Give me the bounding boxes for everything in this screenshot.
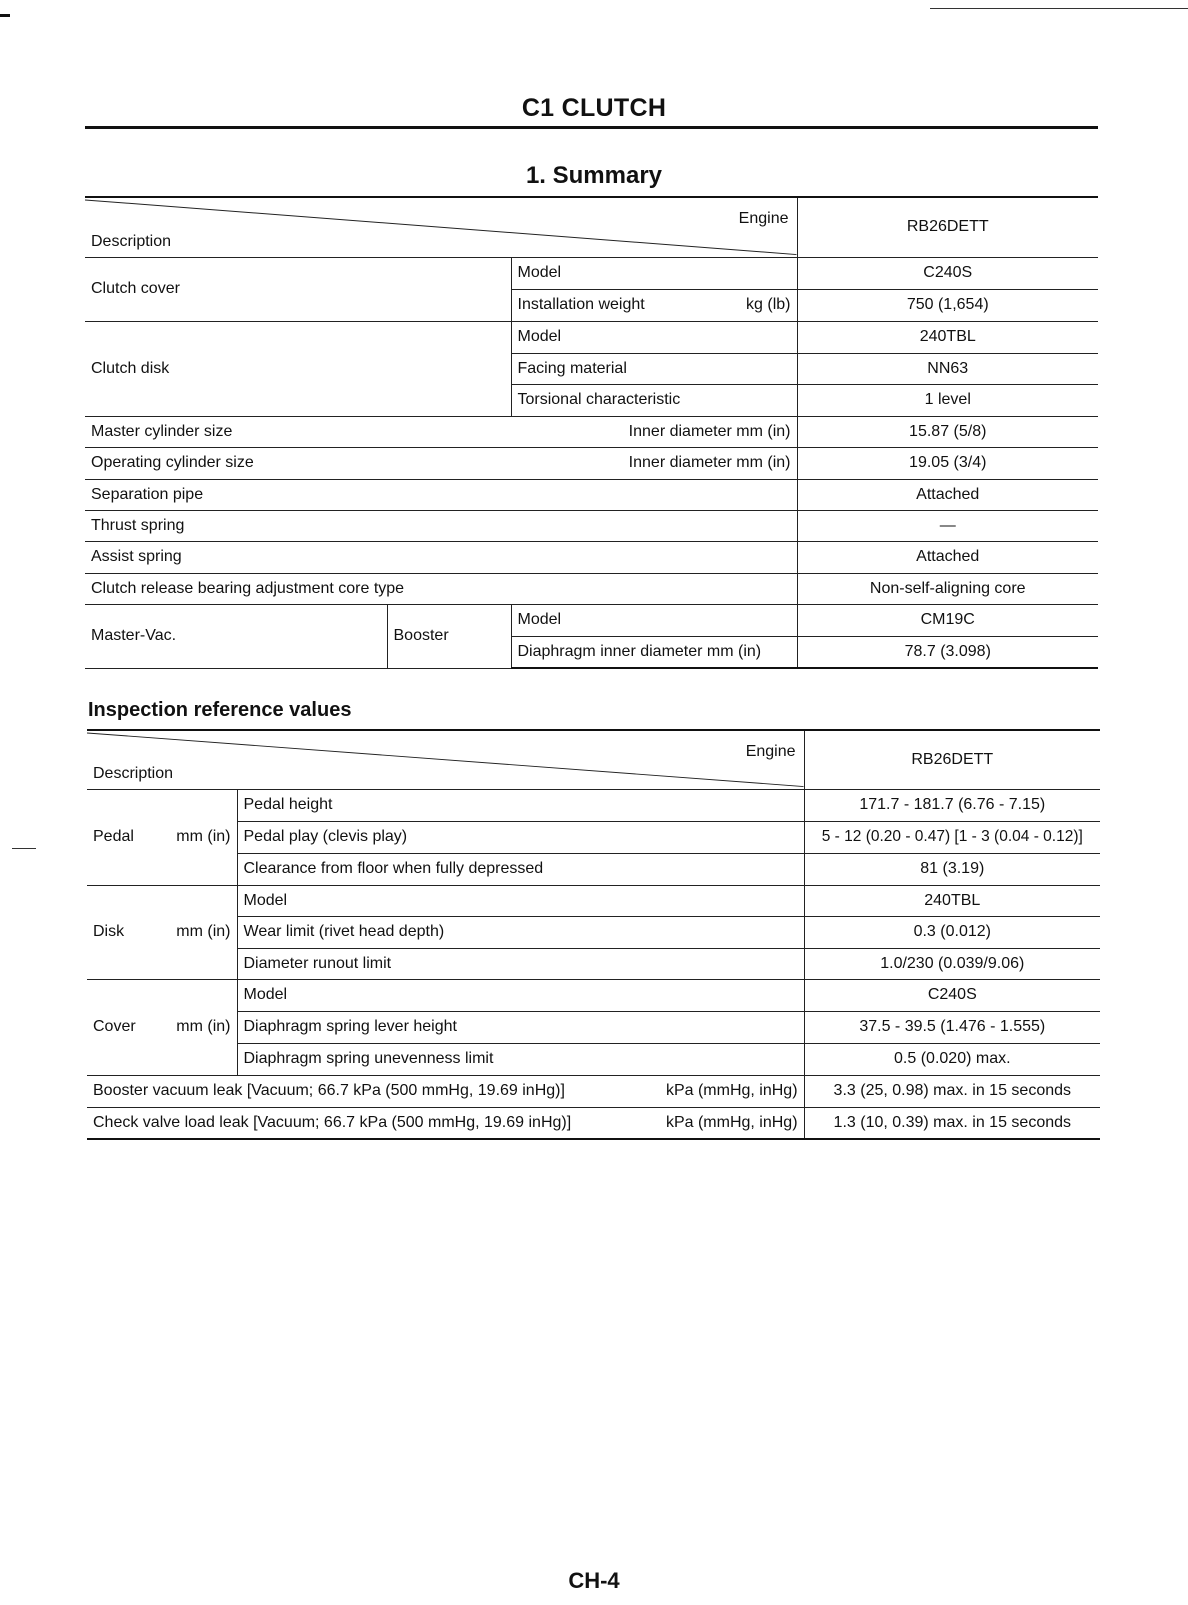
table-row [85, 479, 1098, 510]
row-item: Check valve load leak [Vacuum; 66.7 kPa (500 mmHg, 19.69 inHg)] [87, 1107, 645, 1139]
top-rule [930, 8, 1188, 9]
row-item: Booster vacuum leak [Vacuum; 66.7 kPa (500 mmHg, 19.69 inHg)] [87, 1075, 645, 1107]
engine-value: RB26DETT [797, 197, 1098, 257]
table-row [85, 416, 1098, 447]
table-row [85, 510, 1098, 541]
row-item: Diameter runout limit [237, 948, 804, 979]
row-value: 37.5 - 39.5 (1.476 - 1.555) [804, 1011, 1100, 1043]
row-item: Thrust spring [85, 510, 797, 541]
table-row [87, 1043, 1100, 1075]
table-row [85, 321, 1098, 353]
side-mark [12, 848, 36, 849]
row-value: 240TBL [797, 321, 1098, 353]
row-value: 240TBL [804, 885, 1100, 916]
row-item: Separation pipe [85, 479, 797, 510]
row-value: NN63 [797, 353, 1098, 384]
row-item: Clearance from floor when fully depressed [237, 853, 804, 885]
table-row [85, 604, 1098, 636]
description-label: Description [91, 232, 172, 250]
row-value: 3.3 (25, 0.98) max. in 15 seconds [804, 1075, 1100, 1107]
row-value: C240S [797, 257, 1098, 289]
row-item: Facing material [511, 353, 797, 384]
row-value: — [797, 510, 1098, 541]
section-title: 1. Summary [525, 162, 663, 189]
row-value: 81 (3.19) [804, 853, 1100, 885]
row-value: Attached [797, 541, 1098, 573]
table-row [87, 885, 1100, 916]
row-item: Model [237, 979, 804, 1011]
summary-table [85, 196, 1098, 669]
table-row [87, 979, 1100, 1011]
master-vac-label: Master-Vac. [85, 604, 387, 668]
row-value: 0.3 (0.012) [804, 916, 1100, 948]
description-label: Description [93, 764, 174, 782]
row-value: Non-self-aligning core [797, 573, 1098, 604]
cover-group-label: Cover mm (in) [87, 979, 237, 1075]
row-item: Assist spring [85, 541, 797, 573]
row-item: Pedal play (clevis play) [237, 821, 804, 853]
table-row [87, 853, 1100, 885]
disk-group-label: Disk mm (in) [87, 885, 237, 979]
chapter-title: C1 CLUTCH [521, 94, 667, 122]
table-row [87, 916, 1100, 948]
table-row [87, 1075, 1100, 1107]
row-item: Model [511, 604, 797, 636]
row-value: 750 (1,654) [797, 289, 1098, 321]
table-row [87, 1107, 1100, 1139]
row-unit: kPa (mmHg, inHg) [645, 1107, 804, 1139]
table-row [85, 573, 1098, 604]
row-item: Model [237, 885, 804, 916]
booster-label: Booster [387, 604, 511, 668]
row-item: Wear limit (rivet head depth) [237, 916, 804, 948]
row-value: 19.05 (3/4) [797, 447, 1098, 479]
row-value: 15.87 (5/8) [797, 416, 1098, 447]
page-number: CH-4 [568, 1568, 620, 1593]
inspection-table [87, 729, 1100, 1140]
inspection-title: Inspection reference values [88, 699, 352, 721]
row-item: Master cylinder size Inner diameter mm (in) [85, 416, 797, 447]
row-item: Clutch release bearing adjustment core type [85, 573, 797, 604]
corner-mark [0, 14, 10, 17]
table-row [85, 257, 1098, 289]
engine-label: Engine [738, 210, 789, 227]
inspection-header-diagonal [87, 730, 804, 789]
engine-value: RB26DETT [804, 730, 1100, 789]
row-item: Model [511, 321, 797, 353]
table-row [87, 789, 1100, 821]
row-item: Diaphragm spring unevenness limit [237, 1043, 804, 1075]
row-value: Attached [797, 479, 1098, 510]
table-row [87, 821, 1100, 853]
row-value: 1.0/230 (0.039/9.06) [804, 948, 1100, 979]
chapter-rule [85, 126, 1098, 129]
clutch-disk-label: Clutch disk [85, 321, 511, 416]
row-value: 1.3 (10, 0.39) max. in 15 seconds [804, 1107, 1100, 1139]
table-row [85, 447, 1098, 479]
row-value: 78.7 (3.098) [797, 636, 1098, 668]
row-item: Pedal height [237, 789, 804, 821]
row-value: 0.5 (0.020) max. [804, 1043, 1100, 1075]
table-row [85, 541, 1098, 573]
summary-header-diagonal [85, 197, 797, 257]
table-row [87, 1011, 1100, 1043]
row-item: Torsional characteristic [511, 384, 797, 416]
inspection-header-row [87, 730, 1100, 789]
table-row [87, 948, 1100, 979]
row-value: C240S [804, 979, 1100, 1011]
clutch-cover-label: Clutch cover [85, 257, 511, 321]
row-item: Installation weight kg (lb) [511, 289, 797, 321]
summary-header-row [85, 197, 1098, 257]
row-value: 5 - 12 (0.20 - 0.47) [1 - 3 (0.04 - 0.12)] [804, 821, 1100, 853]
row-item: Diaphragm inner diameter mm (in) [511, 636, 797, 668]
row-value: CM19C [797, 604, 1098, 636]
row-item: Model [511, 257, 797, 289]
pedal-group-label: Pedal mm (in) [87, 789, 237, 885]
row-item: Diaphragm spring lever height [237, 1011, 804, 1043]
engine-label: Engine [745, 743, 796, 760]
row-value: 171.7 - 181.7 (6.76 - 7.15) [804, 789, 1100, 821]
row-value: 1 level [797, 384, 1098, 416]
row-unit: kPa (mmHg, inHg) [645, 1075, 804, 1107]
row-item: Operating cylinder size Inner diameter mm (in) [85, 447, 797, 479]
